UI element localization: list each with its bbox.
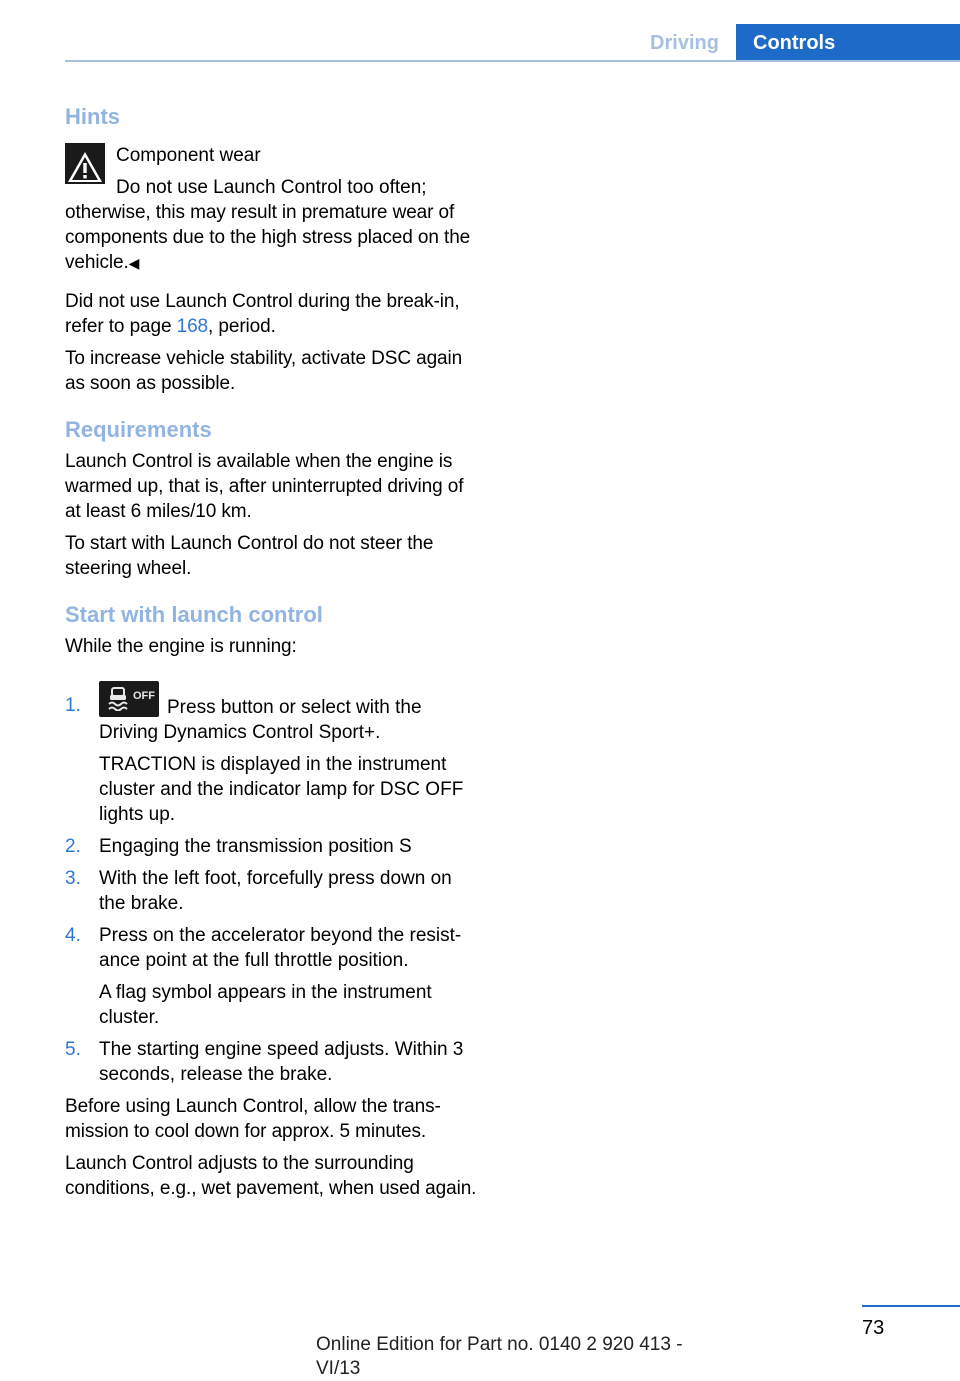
section-tab-driving[interactable]: Driving [633,24,736,62]
requirements-paragraph-1: Launch Control is available when the engine is warmed up, that is, after uninterrupted driving of at least 6 miles/10 km. [65,451,464,522]
hints-heading: Hints [65,104,120,129]
breakin-page-link[interactable]: 168 [176,316,209,337]
start-heading: Start with launch control [65,602,323,627]
step-1-note: TRACTION is displayed in the instrument cluster and the indicator lamp for DSC OFF lights up. [99,754,464,825]
steps-list [65,681,480,1087]
requirements-heading: Requirements [65,417,212,442]
step-4 [65,923,480,1030]
end-mark: ◀ [128,255,140,271]
chapter-tab-controls[interactable]: Controls [736,24,960,62]
warning-title: Component wear [116,145,261,166]
content-column [65,104,480,1201]
breakin-text-after: , period. [208,316,276,337]
step-1-text: Press button or select with the Driving Dynamics Control Sport+. [99,697,422,743]
dsc-off-label: OFF [133,690,155,702]
step-number: 2. [65,836,81,857]
warning-triangle-icon [65,143,105,184]
step-number: 5. [65,1039,81,1060]
after-paragraph-2: Launch Control adjusts to the surrounding conditions, e.g., wet pavement, when used again. [65,1153,477,1199]
stability-paragraph: To increase vehicle stability, activate DSC again as soon as possible. [65,348,463,394]
step-2-text: Engaging the transmission position S [99,836,412,857]
warning-body [65,200,480,276]
after-paragraph-1: Before using Launch Control, allow the trans-mission to cool down for approx. 5 minutes. [65,1096,441,1142]
breakin-text-before: Did not use Launch Control during the break-in, refer to page [65,291,460,337]
step-number: 4. [65,925,81,946]
header-rule [65,60,960,62]
step-2 [65,834,480,859]
step-text [99,681,480,745]
page-number: 73 [862,1317,885,1339]
step-number: 3. [65,868,81,889]
step-4-note: A flag symbol appears in the instrument cluster. [99,982,432,1028]
footer-rule [862,1305,960,1307]
step-5-text: The starting engine speed adjusts. Within 3 seconds, release the brake. [99,1039,464,1085]
step-1 [65,681,480,827]
warning-body-rest: otherwise, this may result in premature wear of components due to the high stress placed on the vehicle. [65,202,471,273]
start-intro: While the engine is running: [65,636,297,657]
breakin-paragraph [65,289,480,339]
step-4-text: Press on the accelerator beyond the resist-ance point at the full throttle position. [99,925,462,971]
edition-note: Online Edition for Part no. 0140 2 920 413 - VI/13 [316,1334,683,1379]
step-3-text: With the left foot, forcefully press down on the brake. [99,868,452,914]
warning-body-first: Do not use Launch Control too often; [116,177,427,198]
dsc-off-button-icon [99,681,159,717]
step-5 [65,1037,480,1087]
step-number: 1. [65,695,81,716]
warning-box [65,143,480,276]
requirements-paragraph-2: To start with Launch Control do not steer the steering wheel. [65,533,434,579]
step-3 [65,866,480,916]
